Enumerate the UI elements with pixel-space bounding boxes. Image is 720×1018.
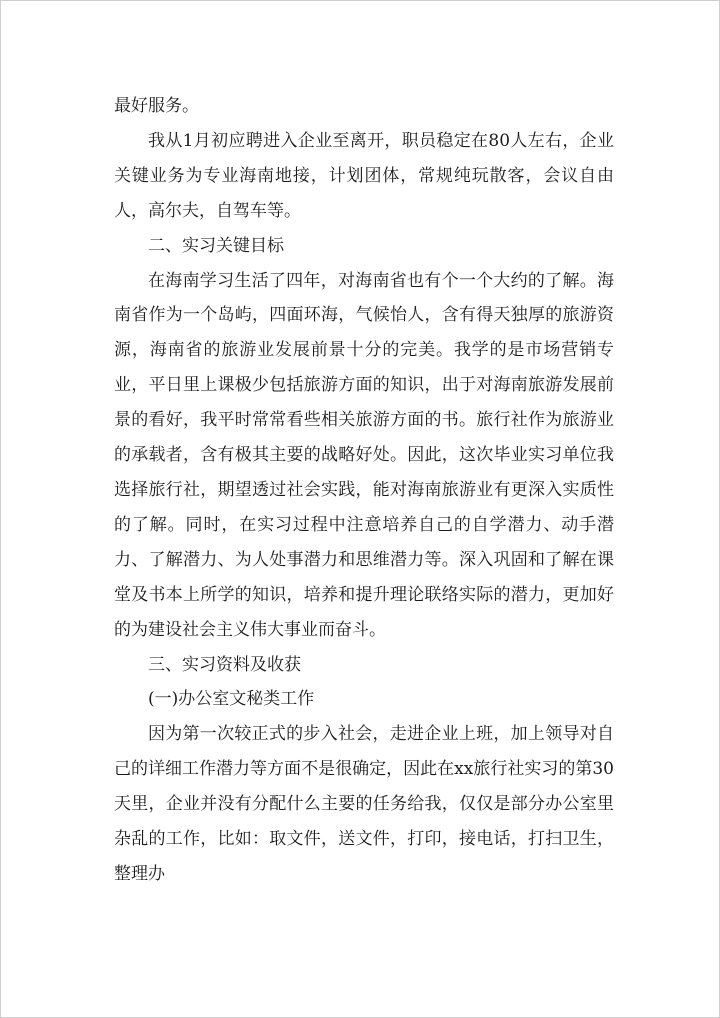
- paragraph-office-work: 因为第一次较正式的步入社会，走进企业上班，加上领导对自己的详细工作潜力等方面不是很确定，因此在xx旅行社实习的第30天里，企业并没有分配什么主要的任务给我，仅仅是部分办公室里杂乱的工作，比如：取文件，送文件，打印，接电话，打扫卫生，整理办: [114, 724, 614, 884]
- heading-internship-goals: 二、实习关键目标: [148, 235, 284, 256]
- paragraph-company-intro: 我从1月初应聘进入企业至离开，职员稳定在80人左右，企业关键业务为专业海南地接，计划团体，常规纯玩散客，会议自由人，高尔夫，自驾车等。: [114, 130, 614, 221]
- paragraph-internship-goals: 在海南学习生活了四年，对海南省也有个一个大约的了解。海南省作为一个岛屿，四面环海，气候怡人，含有得天独厚的旅游资源，海南省的旅游业发展前景十分的完美。我学的是市场营销专业，平日里上课极少包括旅游方面的知识，出于对海南旅游发展前景的看好，我平时常常看些相关旅游方面的书。旅行社作为旅游业的承载者，含有极其主要的战略好处。因此，这次毕业实习单位我选择旅行社，期望透过社会实践，能对海南旅游业有更深入实质性的了解。同时，在实习过程中注意培养自己的自学潜力、动手潜力、了解潜力、为人处事潜力和思维潜力等。深入巩固和了解在课堂及书本上所学的知识，培养和提升理论联络实际的潜力，更加好的为建设社会主义伟大事业而奋斗。: [114, 270, 614, 640]
- subheading-office-work: (一)办公室文秘类工作: [148, 689, 315, 710]
- document-body: [114, 89, 614, 892]
- heading-internship-content: 三、实习资料及收获: [148, 654, 301, 675]
- paragraph-service-end: 最好服务。: [114, 96, 199, 116]
